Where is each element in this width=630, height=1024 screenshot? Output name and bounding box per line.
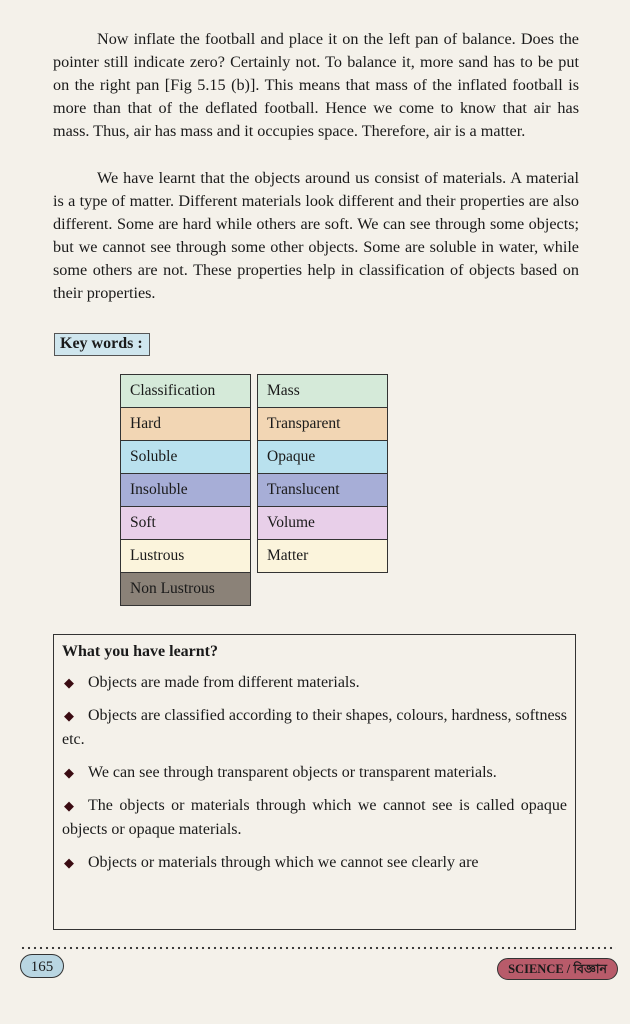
key-word-cell: Opaque [258,441,388,474]
learnt-item [62,761,567,785]
key-word-cell: Hard [121,408,251,441]
learnt-item-text: The objects or materials through which we cannot see is called opaque objects or opaque materials. [62,797,567,838]
key-word-cell: Mass [258,375,388,408]
diamond-bullet-icon: ◆ [64,708,74,723]
key-word-cell: Lustrous [121,540,251,573]
learnt-item [62,704,567,752]
diamond-bullet-icon: ◆ [64,765,74,780]
diamond-bullet-icon: ◆ [64,855,74,870]
diamond-bullet-icon: ◆ [64,675,74,690]
learnt-item-text: Objects are classified according to their shapes, colours, hardness, softness etc. [62,707,567,748]
learnt-list [62,671,567,875]
page-number: 165 [20,954,64,978]
learnt-title: What you have learnt? [62,643,218,660]
key-word-cell: Volume [258,507,388,540]
key-words-left-column [120,374,251,606]
what-you-have-learnt-box [53,634,576,930]
paragraph-materials: We have learnt that the objects around us consist of materials. A material is a type of matter. Different materials look different and their properties are also different. Some are hard while others are soft. We can see through some objects; but we cannot see through some other objects. Some are soluble in water, while some others are not. These properties help in classification of objects based on their properties. [53,169,579,302]
key-word-cell: Non Lustrous [121,573,251,606]
key-word-cell: Matter [258,540,388,573]
key-word-cell: Translucent [258,474,388,507]
key-word-cell: Insoluble [121,474,251,507]
key-word-cell: Classification [121,375,251,408]
key-word-cell: Soluble [121,441,251,474]
key-words-heading: Key words : [54,333,150,356]
learnt-item-text: Objects or materials through which we cannot see clearly are [88,854,479,871]
diamond-bullet-icon: ◆ [64,798,74,813]
subject-label: SCIENCE / বিজ্ঞান [497,958,618,980]
learnt-item [62,671,567,695]
learnt-item-text: We can see through transparent objects or transparent materials. [88,764,497,781]
key-word-cell: Soft [121,507,251,540]
learnt-item [62,794,567,842]
paragraph-inflated-football: Now inflate the football and place it on the left pan of balance. Does the pointer still indicate zero? Certainly not. To balance it, more sand has to be put on the right pan [Fig 5.15 (b)]. This means that mass of the inflated football is more than that of the deflated football. Hence we come to know that air has mass. Thus, air has mass and it occupies space. Therefore, air is a matter. [53,30,579,140]
key-word-cell: Transparent [258,408,388,441]
learnt-item-text: Objects are made from different materials. [88,674,360,691]
key-words-right-column [257,374,388,573]
dotted-divider [20,946,616,950]
learnt-item [62,851,567,875]
